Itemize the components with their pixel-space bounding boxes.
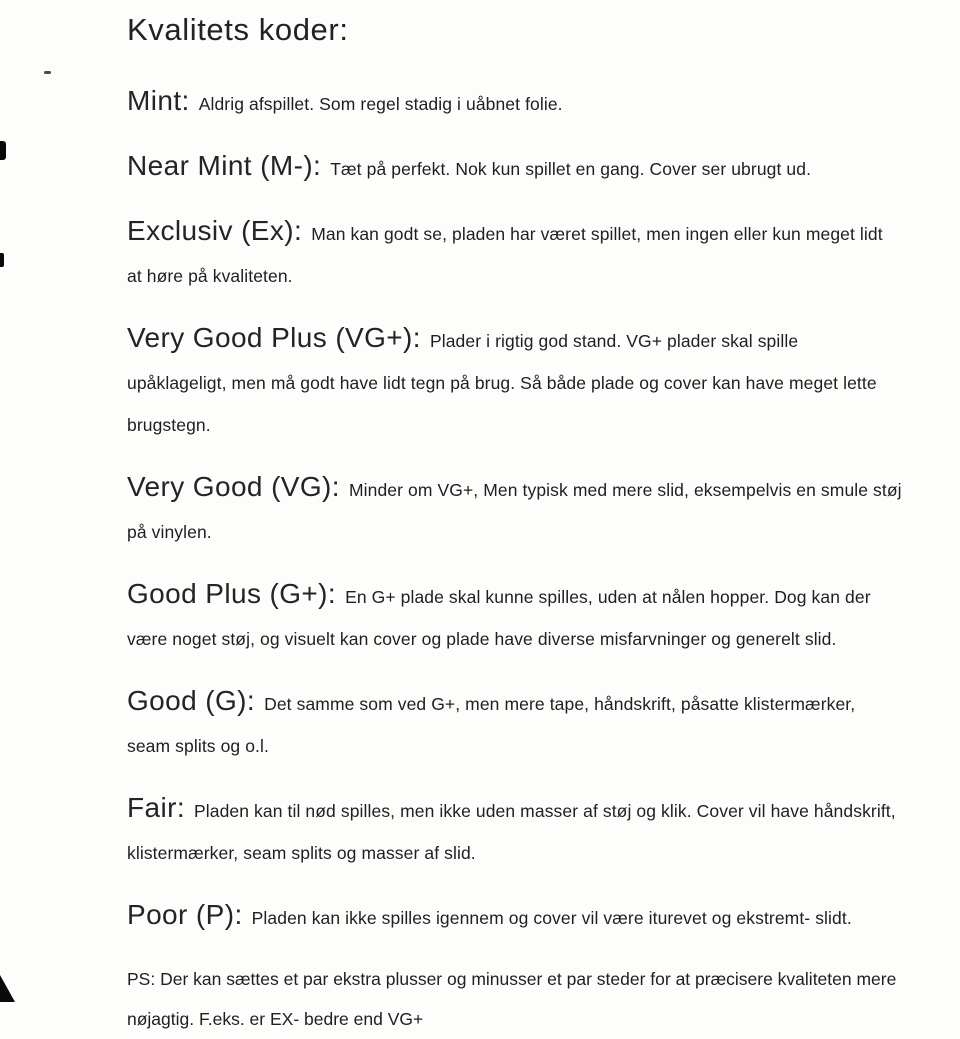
quality-entry-poor [127,894,902,940]
quality-entry-mint [127,80,902,126]
quality-description: Tæt på perfekt. Nok kun spillet en gang. Cover ser ubrugt ud. [330,159,812,179]
quality-description: Det samme som ved G+, men mere tape, håndskrift, påsatte klistermærker, seam splits og o.l. [127,694,856,756]
quality-entry-near-mint [127,145,902,191]
quality-entry-very-good [127,466,902,554]
quality-description: Man kan godt se, pladen har været spillet, men ingen eller kun meget lidt at høre på kvaliteten. [127,224,883,286]
quality-term: Near Mint (M-): [127,150,322,181]
quality-entry-very-good-plus [127,317,902,447]
quality-description: Pladen kan ikke spilles igennem og cover vil være iturevet og ekstremt- slidt. [251,908,852,928]
scan-artifact-dash [44,71,51,74]
scan-artifact-left-edge-1 [0,141,6,160]
quality-term: Poor (P): [127,899,243,930]
quality-term: Very Good (VG): [127,471,340,502]
quality-term: Mint: [127,85,190,116]
quality-entry-exclusiv [127,210,902,298]
quality-description: Plader i rigtig god stand. VG+ plader skal spille upåklageligt, men må godt have lidt tegn på brug. Så både plade og cover kan have meget lette brugstegn. [127,331,877,435]
quality-description: Aldrig afspillet. Som regel stadig i uåbnet folie. [198,94,563,114]
quality-term: Good Plus (G+): [127,578,337,609]
quality-term: Very Good Plus (VG+): [127,322,421,353]
quality-description: En G+ plade skal kunne spilles, uden at nålen hopper. Dog kan der være noget støj, og visuelt kan cover og plade have diverse misfarvninger og generelt slid. [127,587,871,649]
quality-term: Exclusiv (Ex): [127,215,303,246]
quality-entry-good [127,680,902,768]
page-title: Kvalitets koder: [127,12,349,47]
quality-term: Good (G): [127,685,256,716]
quality-description: Minder om VG+, Men typisk med mere slid, eksempelvis en smule støj på vinylen. [127,480,902,542]
scan-artifact-bottom-left-corner [0,975,15,1002]
quality-entry-good-plus [127,573,902,661]
quality-entry-fair [127,787,902,875]
scan-artifact-left-edge-2 [0,253,4,267]
quality-description: Pladen kan til nød spilles, men ikke uden masser af støj og klik. Cover vil have håndskrift, klistermærker, seam splits og masser af slid. [127,801,896,863]
quality-term: Fair: [127,792,185,823]
ps-footnote: PS: Der kan sættes et par ekstra plusser og minusser et par steder for at præcisere kvaliteten mere nøjagtig. F.eks. er EX- bedre end VG+ [127,969,897,1029]
document-content [127,10,902,1039]
